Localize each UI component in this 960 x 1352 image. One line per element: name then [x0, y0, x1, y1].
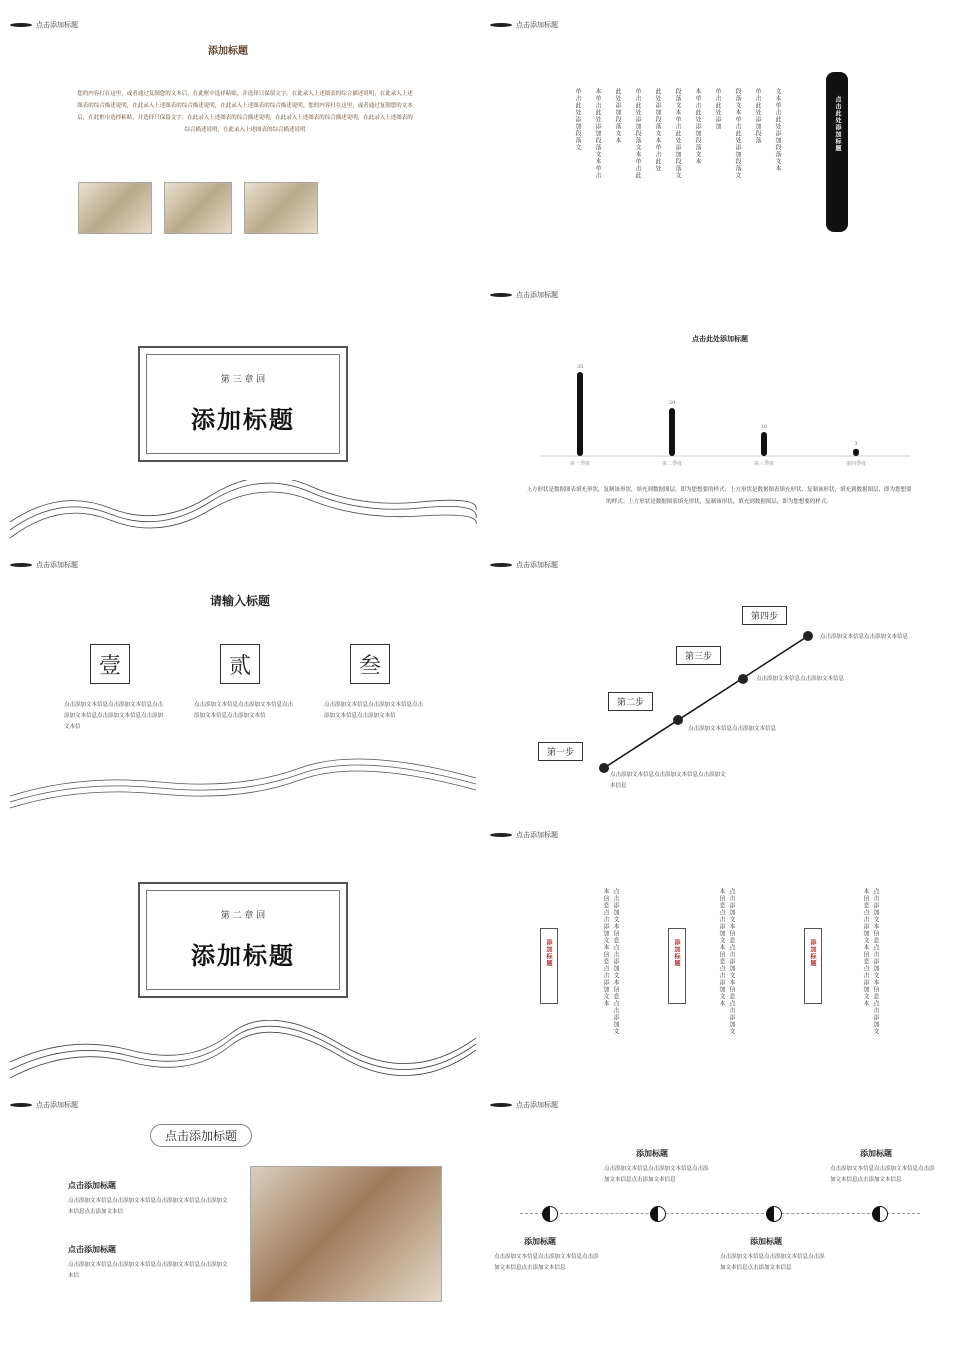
header-label: 点击添加标题: [516, 21, 558, 29]
brush-icon: [10, 23, 32, 27]
step-label: 第四步: [742, 606, 787, 625]
vertical-text: 点击添加文本信息点击添加文本信息点击添加文本信息点击添加文本信息点击添加文本: [718, 888, 735, 1035]
vertical-text: 此处添加段落文本单击此处: [654, 88, 661, 172]
block-heading: 点击添加标题: [68, 1244, 116, 1254]
item-text: 点击添加文本信息点击添加文本信息点击添加文本信息点击添加文本信: [194, 702, 294, 719]
figure-painting: [250, 1166, 442, 1302]
tick-label: 第二季度: [661, 461, 683, 467]
slide-7: [0, 810, 480, 1080]
slide-4: [480, 270, 960, 540]
mountain-lines: [0, 480, 480, 540]
chart-note: 上方形状是数据图表填充形状，复制该形状，填充到数据图层，即为您想要的样式；上方形状是数据图表填充形状，复制该形状，填充到数据图层，即为您想要的样式；上方形状是数据图表填充形状，复制该形状，填充到数据图层，即为您想要的样式。: [526, 487, 912, 505]
scroll-label: 添加标题: [668, 928, 686, 1004]
block-heading: 点击添加标题: [68, 1180, 116, 1190]
vertical-text: 单击此处添加段落文: [574, 88, 581, 151]
item-heading: 添加标题: [750, 1236, 782, 1246]
brush-icon: [490, 833, 512, 837]
slide-10: [480, 1080, 960, 1350]
vertical-text: 段落文本单击此处添加段落文: [674, 88, 681, 179]
slide-8: [480, 810, 960, 1080]
header-label: 点击添加标题: [516, 291, 558, 299]
slide-header: [10, 20, 78, 30]
yin-yang-icon: [542, 1206, 558, 1222]
data-label: 10: [760, 424, 768, 430]
step-text: 点击添加文本信息点击添加文本信息: [820, 634, 909, 640]
slide-header: [490, 830, 558, 840]
slide-title: 点击添加标题: [150, 1124, 252, 1147]
vertical-columns: [572, 88, 782, 179]
slide-1: [0, 0, 480, 270]
vertical-text: 本单击此处添加段落文本单击: [594, 88, 601, 179]
slide-9: [0, 1080, 480, 1350]
step-dot: [803, 631, 813, 641]
step-dot: [738, 674, 748, 684]
bar: [761, 432, 767, 456]
data-label: 20: [668, 400, 676, 406]
numeral-box: 叁: [350, 644, 390, 684]
item-text: 点击添加文本信息点击添加文本信息点击添加文本信息点击添加文本信: [324, 702, 424, 719]
step-text: 点击添加文本信息点击添加文本信息: [756, 676, 845, 682]
slide-header: [490, 20, 558, 30]
step-label: 第一步: [538, 742, 583, 761]
side-title: 点击此处添加标题: [834, 96, 841, 152]
chapter-label: 第 三 章 回: [220, 375, 266, 385]
slide-6: [480, 540, 960, 810]
chapter-label: 第 二 章 回: [220, 911, 266, 921]
mountain-lines: [0, 1020, 480, 1080]
item-text: 点击添加文本信息点击添加文本信息点击添加文本信息点击添加文本信息: [604, 1166, 709, 1183]
mountain-lines: [0, 750, 480, 810]
header-label: 点击添加标题: [516, 1101, 558, 1109]
numeral-box: 贰: [220, 644, 260, 684]
numeral-box: 壹: [90, 644, 130, 684]
chapter-frame: [138, 346, 348, 462]
chapter-frame: [138, 882, 348, 998]
vertical-text: 文本单击此处添加段落文本: [774, 88, 781, 172]
yin-yang-icon: [650, 1206, 666, 1222]
brush-icon: [490, 23, 512, 27]
vertical-text: 本单击此处添加段落文本: [694, 88, 701, 165]
header-label: 点击添加标题: [36, 561, 78, 569]
brush-icon: [490, 1103, 512, 1107]
header-label: 点击添加标题: [36, 1101, 78, 1109]
vertical-text: 段落文本单击此处添加段落文: [734, 88, 741, 179]
paragraph: 您的内容打在这里，或者通过复制您的文本后，在此框中选择粘贴，并选择只保留文字。在此录入上述图表的综合描述说明，在此录入上述图表的综合描述说明，在此录入上述图表的综合描述说明，在此录入上述图表的综合描述说明。您的内容打在这里，或者通过复制您的文本后，在此框中选择粘贴，并选择只保留文字。在此录入上述图表的综合描述说明，在此录入上述图表的综合描述说明，在此录入上述图表的综合描述说明，在此录入上述图表的综合描述说明: [77, 91, 413, 133]
item-heading: 添加标题: [524, 1236, 556, 1246]
bar-chart: [540, 350, 910, 470]
brush-icon: [10, 563, 32, 567]
slide-header: [490, 290, 558, 300]
landscape-painting: [164, 182, 232, 234]
brush-icon: [10, 1103, 32, 1107]
step-text: 点击添加文本信息点击添加文本信息点击添加文本信息: [610, 772, 726, 789]
slide-header: [490, 1100, 558, 1110]
item-heading: 添加标题: [860, 1148, 892, 1158]
block-text: 点击添加文本信息点击添加文本信息点击添加文本信息点击添加文本信息点击添加文本信: [68, 1198, 228, 1215]
data-label: 3: [854, 440, 858, 447]
brush-icon: [490, 293, 512, 297]
step-label: 第二步: [608, 692, 653, 711]
landscape-painting: [78, 182, 152, 234]
chapter-title: 添加标题: [191, 405, 295, 434]
vertical-text: 单击此处添加: [714, 88, 721, 130]
bar: [669, 408, 675, 456]
tick-label: 第一季度: [569, 461, 591, 467]
slide-3: [0, 270, 480, 540]
slide-2: [480, 0, 960, 270]
slide-title: 请输入标题: [209, 594, 270, 608]
vertical-text: 单击此处添加段落文本单击此: [634, 88, 641, 179]
tick-label: 第三季度: [753, 461, 775, 467]
step-text: 点击添加文本信息点击添加文本信息: [688, 726, 777, 732]
vertical-text: 此处添加段落文本: [614, 88, 621, 144]
timeline: [520, 1213, 920, 1214]
bar: [577, 372, 583, 456]
vertical-text: 点击添加文本信息点击添加文本信息点击添加文本信息点击添加文本信息点击添加文本: [602, 888, 619, 1035]
bar: [853, 449, 859, 456]
tick-label: 第四季度: [845, 461, 867, 467]
scroll-label: 添加标题: [804, 928, 822, 1004]
item-text: 点击添加文本信息点击添加文本信息点击添加文本信息点击添加文本信息: [830, 1166, 935, 1183]
block-text: 点击添加文本信息点击添加文本信息点击添加文本信息点击添加文本信: [68, 1262, 228, 1279]
item-text: 点击添加文本信息点击添加文本信息点击添加文本信息点击添加文本信息: [720, 1254, 825, 1271]
item-text: 点击添加文本信息点击添加文本信息点击添加文本信息点击添加文本信息点击添加文本信: [64, 702, 164, 730]
chart-title: 点击此处添加标题: [692, 334, 748, 343]
scroll-label: 添加标题: [540, 928, 558, 1004]
header-label: 点击添加标题: [516, 561, 558, 569]
data-label: 35: [576, 364, 584, 370]
slide-5: [0, 540, 480, 810]
item-heading: 添加标题: [636, 1148, 668, 1158]
step-label: 第三步: [676, 646, 721, 665]
step-dot: [599, 763, 609, 773]
vertical-text: 单击此处添加段落: [754, 88, 761, 144]
step-dot: [673, 715, 683, 725]
yin-yang-icon: [872, 1206, 888, 1222]
slide-header: [10, 560, 78, 570]
landscape-painting: [244, 182, 318, 234]
header-label: 点击添加标题: [36, 21, 78, 29]
slide-header: [10, 1100, 78, 1110]
yin-yang-icon: [766, 1206, 782, 1222]
header-label: 点击添加标题: [516, 831, 558, 839]
item-text: 点击添加文本信息点击添加文本信息点击添加文本信息点击添加文本信息: [494, 1254, 599, 1271]
vertical-text: 点击添加文本信息点击添加文本信息点击添加文本信息点击添加文本信息点击添加文本: [862, 888, 879, 1035]
chapter-title: 添加标题: [191, 941, 295, 970]
slide-title: 添加标题: [208, 46, 248, 57]
